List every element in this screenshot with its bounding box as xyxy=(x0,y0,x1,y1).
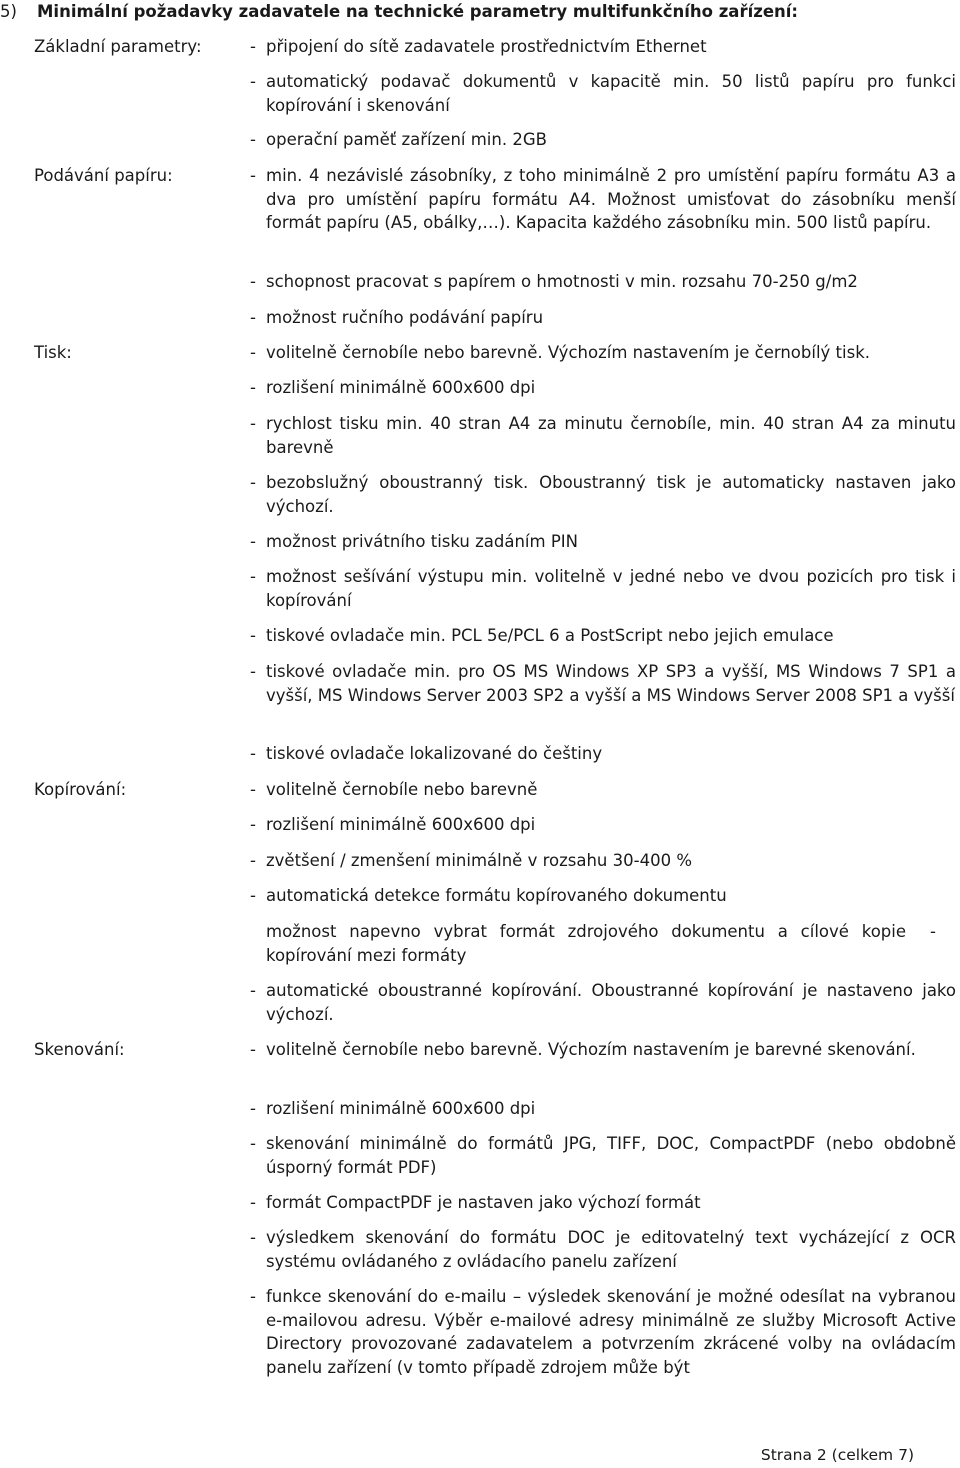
trailing-dash: - xyxy=(930,922,936,941)
list-item: - automatický podavač dokumentů v kapacitě min. 50 listů papíru pro funkci kopírování i skenování xyxy=(250,72,956,115)
list-item: - schopnost pracovat s papírem o hmotnosti v min. rozsahu 70-250 g/m2 xyxy=(250,272,858,291)
list-item: - možnost sešívání výstupu min. volitelně v jedné nebo ve dvou pozicích pro tisk i kopírování xyxy=(250,567,956,610)
list-item: - tiskové ovladače min. PCL 5e/PCL 6 a PostScript nebo jejich emulace xyxy=(250,626,834,645)
list-item: - funkce skenování do e-mailu – výsledek skenování je možné odesílat na vybranou e-mailovou adresu. Výběr e-mailové adresy minimálně ze služby Microsoft Active Directory provozované zadavatelem a potvrzením zkrácené volby na ovládacím panelu zařízení (v tomto případě zdrojem může být xyxy=(250,1287,956,1377)
list-item: - bezobslužný oboustranný tisk. Oboustranný tisk je automaticky nastaven jako výchozí. xyxy=(250,473,956,516)
list-item: - rozlišení minimálně 600x600 dpi xyxy=(250,815,536,834)
section-number: 5) xyxy=(0,2,17,21)
list-item: - volitelně černobíle nebo barevně xyxy=(250,780,538,799)
label-zakladni-parametry: Základní parametry: xyxy=(34,37,202,56)
label-skenovani: Skenování: xyxy=(34,1040,125,1059)
label-podavani-papiru: Podávání papíru: xyxy=(34,166,173,185)
list-item: - skenování minimálně do formátů JPG, TIFF, DOC, CompactPDF (nebo obdobně úsporný formát PDF) xyxy=(250,1134,956,1177)
list-item: - připojení do sítě zadavatele prostřednictvím Ethernet xyxy=(250,37,707,56)
list-item: - automatické oboustranné kopírování. Oboustranné kopírování je nastaveno jako výchozí. xyxy=(250,981,956,1024)
list-item: - rozlišení minimálně 600x600 dpi xyxy=(250,378,536,397)
list-item: - výsledkem skenování do formátu DOC je editovatelný text vycházející z OCR systému ovládaného z ovládacího panelu zařízení xyxy=(250,1228,956,1271)
list-item: - volitelně černobíle nebo barevně. Výchozím nastavením je černobílý tisk. xyxy=(250,343,871,362)
list-item: - automatická detekce formátu kopírovaného dokumentu xyxy=(250,886,727,905)
list-item: - možnost privátního tisku zadáním PIN xyxy=(250,532,578,551)
label-kopirovani: Kopírování: xyxy=(34,780,127,799)
list-item: možnost napevno vybrat formát zdrojového dokumentu a cílové kopie kopírování mezi formáty - xyxy=(266,922,936,965)
list-item: - min. 4 nezávislé zásobníky, z toho minimálně 2 pro umístění papíru formátu A3 a dva pro umístění papíru formátu A4. Možnost umisťovat do zásobníku menší formát papíru (A5, obálky,…). Kapacita každého zásobníku min. 500 listů papíru. xyxy=(250,166,956,232)
list-item: - volitelně černobíle nebo barevně. Výchozím nastavením je barevné skenování. xyxy=(250,1040,916,1059)
list-item: - tiskové ovladače lokalizované do češtiny xyxy=(250,744,603,763)
list-item: - rozlišení minimálně 600x600 dpi xyxy=(250,1099,536,1118)
section-title: Minimální požadavky zadavatele na technické parametry multifunkčního zařízení: xyxy=(37,2,799,21)
list-item: - formát CompactPDF je nastaven jako výchozí formát xyxy=(250,1193,701,1212)
list-item: - zvětšení / zmenšení minimálně v rozsahu 30-400 % xyxy=(250,851,693,870)
list-item: - tiskové ovladače min. pro OS MS Windows XP SP3 a vyšší, MS Windows 7 SP1 a vyšší, MS Windows Server 2003 SP2 a vyšší a MS Windows Server 2008 SP1 a vyšší xyxy=(250,662,956,705)
list-item: - rychlost tisku min. 40 stran A4 za minutu černobíle, min. 40 stran A4 za minutu barevně xyxy=(250,414,956,457)
label-tisk: Tisk: xyxy=(34,343,72,362)
page-footer: Strana 2 (celkem 7) xyxy=(760,1446,914,1464)
list-item: - operační paměť zařízení min. 2GB xyxy=(250,130,547,149)
list-item: - možnost ručního podávání papíru xyxy=(250,308,544,327)
